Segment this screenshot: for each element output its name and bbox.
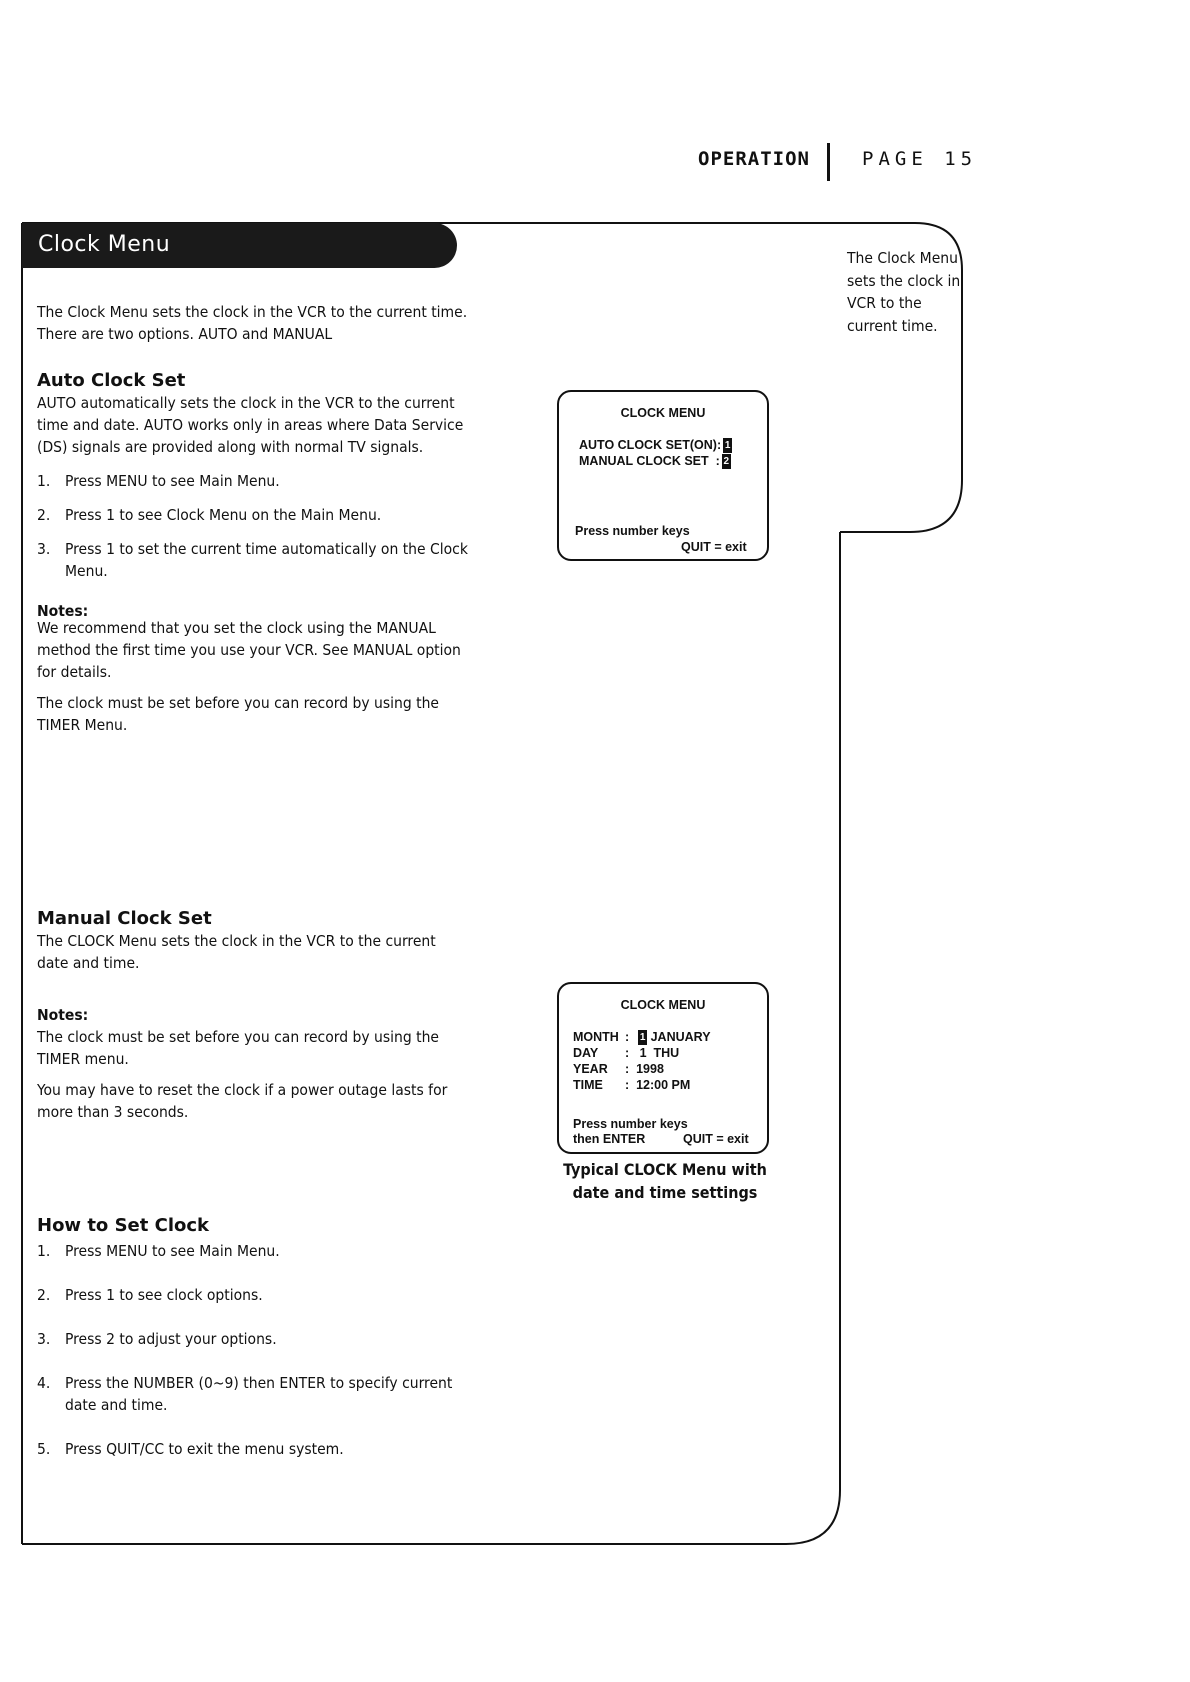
auto-note-2: The clock must be set before you can record by using the TIMER Menu. bbox=[37, 694, 440, 734]
manual-notes-title: Notes: bbox=[37, 1006, 89, 1024]
auto-clock-title: Auto Clock Set bbox=[37, 370, 186, 391]
section-title: OPERATION bbox=[698, 148, 810, 170]
screen-title: CLOCK MENU bbox=[620, 406, 706, 420]
manual-note-2: You may have to reset the clock if a power outage lasts for more than 3 seconds. bbox=[37, 1081, 448, 1121]
screen-hint: Press number keys bbox=[575, 524, 690, 538]
clock-menu-screen bbox=[557, 390, 769, 561]
list-item: 4. Press the NUMBER (0~9) then ENTER to specify current date and time. bbox=[37, 1374, 453, 1414]
intro-text: The Clock Menu sets the clock in the VCR to the current time. There are two options. AUTO and MANUAL bbox=[37, 303, 468, 343]
screen-quit: QUIT = exit bbox=[683, 1132, 749, 1146]
how-to-title: How to Set Clock bbox=[37, 1215, 209, 1236]
auto-note-1: We recommend that you set the clock using the MANUAL method the first time you use your VCR. See MANUAL option for details. bbox=[37, 619, 461, 681]
manual-clock-text: The CLOCK Menu sets the clock in the VCR to the current date and time. bbox=[37, 932, 436, 972]
day-row: DAY : 1 THU bbox=[573, 1046, 680, 1060]
list-item: 3. Press 2 to adjust your options. bbox=[37, 1330, 277, 1348]
auto-clock-text: AUTO automatically sets the clock in the VCR to the current time and date. AUTO works only in areas where Data Service (DS) signals are provided along with normal TV signals. bbox=[37, 394, 464, 456]
year-row: YEAR : 1998 bbox=[573, 1062, 664, 1076]
page-number: PAGE 15 bbox=[862, 148, 978, 170]
banner-title: Clock Menu bbox=[38, 232, 171, 257]
list-item: 2. Press 1 to see Clock Menu on the Main Menu. bbox=[37, 506, 382, 524]
list-item: 3. Press 1 to set the current time automatically on the Clock Menu. bbox=[37, 540, 468, 580]
menu-option-auto: AUTO CLOCK SET(ON): 1 bbox=[579, 438, 731, 452]
how-steps-list bbox=[37, 1240, 477, 1460]
menu-option-manual: MANUAL CLOCK SET : 2 bbox=[579, 454, 730, 468]
time-row: TIME : 12:00 PM bbox=[573, 1078, 691, 1092]
screen-hint: Press number keys bbox=[573, 1117, 688, 1131]
screen-hint-enter: then ENTER bbox=[573, 1132, 646, 1146]
auto-notes-title: Notes: bbox=[37, 602, 89, 620]
figure-caption: Typical CLOCK Menu with date and time settings bbox=[563, 1160, 767, 1202]
list-item: 2. Press 1 to see clock options. bbox=[37, 1286, 263, 1304]
month-row: MONTH : 1 JANUARY bbox=[573, 1030, 711, 1044]
manual-note-1: The clock must be set before you can record by using the TIMER menu. bbox=[37, 1028, 440, 1068]
list-item: 1. Press MENU to see Main Menu. bbox=[37, 472, 280, 490]
screen-quit: QUIT = exit bbox=[681, 540, 747, 554]
sidebar-note: The Clock Menu sets the clock in VCR to the current time. bbox=[847, 249, 961, 335]
manual-clock-title: Manual Clock Set bbox=[37, 908, 212, 929]
list-item: 1. Press MENU to see Main Menu. bbox=[37, 1242, 280, 1260]
screen-title: CLOCK MENU bbox=[620, 998, 706, 1012]
list-item: 5. Press QUIT/CC to exit the menu system. bbox=[37, 1440, 344, 1458]
auto-steps-list bbox=[37, 470, 477, 582]
clock-settings-screen bbox=[557, 982, 769, 1154]
